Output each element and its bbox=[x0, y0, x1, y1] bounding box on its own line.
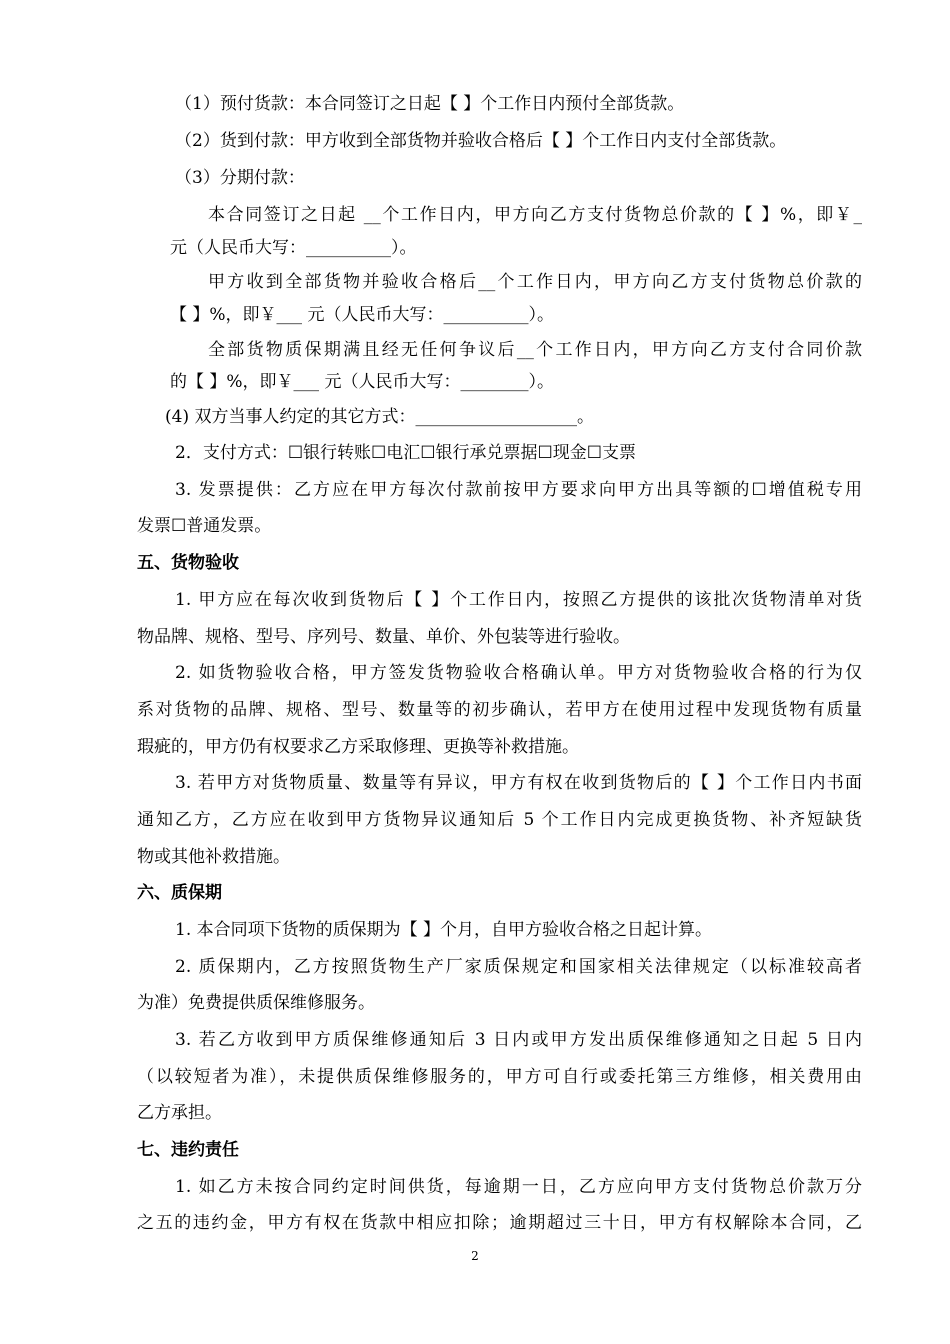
installment-2-line-2: 【 】%，即￥___ 元（人民币大写：__________）。 bbox=[170, 305, 554, 325]
installment-3-line-1: 全部货物质保期满且经无任何争议后__个工作日内，甲方向乙方支付合同价款 bbox=[208, 340, 862, 360]
section-heading-acceptance: 五、货物验收 bbox=[137, 553, 239, 573]
section-heading-warranty: 六、质保期 bbox=[137, 883, 222, 903]
liability-p1-line-1: 1. 如乙方未按合同约定时间供货，每逾期一日，乙方应向甲方支付货物总价款万分 bbox=[175, 1177, 862, 1197]
acceptance-p3-line-2: 通知乙方，乙方应在收到甲方货物异议通知后 5 个工作日内完成更换货物、补齐短缺货 bbox=[137, 810, 862, 830]
installment-2-line-1: 甲方收到全部货物并验收合格后__个工作日内，甲方向乙方支付货物总价款的 bbox=[208, 272, 862, 292]
section-heading-liability: 七、违约责任 bbox=[137, 1140, 239, 1160]
warranty-p3-line-1: 3. 若乙方收到甲方质保维修通知后 3 日内或甲方发出质保维修通知之日起 5 日内 bbox=[175, 1030, 862, 1050]
installment-1-line-1: 本合同签订之日起 __个工作日内，甲方向乙方支付货物总价款的【 】%，即￥_ bbox=[208, 205, 862, 225]
warranty-p3-line-2: （以较短者为准），未提供质保维修服务的，甲方可自行或委托第三方维修，相关费用由 bbox=[137, 1067, 862, 1087]
payment-other: (4) 双方当事人约定的其它方式：___________________。 bbox=[165, 407, 594, 427]
acceptance-p3-line-3: 物或其他补救措施。 bbox=[137, 847, 290, 867]
acceptance-p2-line-1: 2. 如货物验收合格，甲方签发货物验收合格确认单。甲方对货物验收合格的行为仅 bbox=[175, 663, 862, 683]
warranty-p1: 1. 本合同项下货物的质保期为【 】个月，自甲方验收合格之日起计算。 bbox=[175, 920, 713, 940]
installment-1-line-2: 元（人民币大写：__________）。 bbox=[170, 238, 417, 258]
liability-p1-line-2: 之五的违约金，甲方有权在货款中相应扣除；逾期超过三十日，甲方有权解除本合同，乙 bbox=[137, 1213, 862, 1233]
installment-3-line-2: 的【 】%，即￥___ 元（人民币大写：________）。 bbox=[170, 372, 554, 392]
payment-method: 2．支付方式：☐银行转账☐电汇☐银行承兑票据☐现金☐支票 bbox=[175, 443, 637, 463]
payment-installment-title: （3）分期付款： bbox=[175, 168, 305, 188]
invoice-line-2: 发票☐普通发票。 bbox=[137, 516, 272, 536]
acceptance-p3-line-1: 3. 若甲方对货物质量、数量等有异议，甲方有权在收到货物后的【 】个工作日内书面 bbox=[175, 773, 862, 793]
warranty-p2-line-1: 2. 质保期内，乙方按照货物生产厂家质保规定和国家相关法律规定（以标准较高者 bbox=[175, 957, 862, 977]
page-number: 2 bbox=[471, 1249, 479, 1263]
payment-advance: （1）预付货款：本合同签订之日起【 】个工作日内预付全部货款。 bbox=[175, 94, 685, 114]
acceptance-p2-line-3: 瑕疵的，甲方仍有权要求乙方采取修理、更换等补救措施。 bbox=[137, 737, 579, 757]
payment-on-delivery: （2）货到付款：甲方收到全部货物并验收合格后【 】个工作日内支付全部货款。 bbox=[175, 131, 787, 151]
acceptance-p2-line-2: 系对货物的品牌、规格、型号、数量等的初步确认，若甲方在使用过程中发现货物有质量 bbox=[137, 700, 862, 720]
warranty-p3-line-3: 乙方承担。 bbox=[137, 1103, 222, 1123]
warranty-p2-line-2: 为准）免费提供质保维修服务。 bbox=[137, 993, 375, 1013]
invoice-line-1: 3. 发票提供：乙方应在甲方每次付款前按甲方要求向甲方出具等额的☐增值税专用 bbox=[175, 480, 862, 500]
acceptance-p1-line-2: 物品牌、规格、型号、序列号、数量、单价、外包装等进行验收。 bbox=[137, 627, 630, 647]
acceptance-p1-line-1: 1. 甲方应在每次收到货物后【 】个工作日内，按照乙方提供的该批次货物清单对货 bbox=[175, 590, 862, 610]
